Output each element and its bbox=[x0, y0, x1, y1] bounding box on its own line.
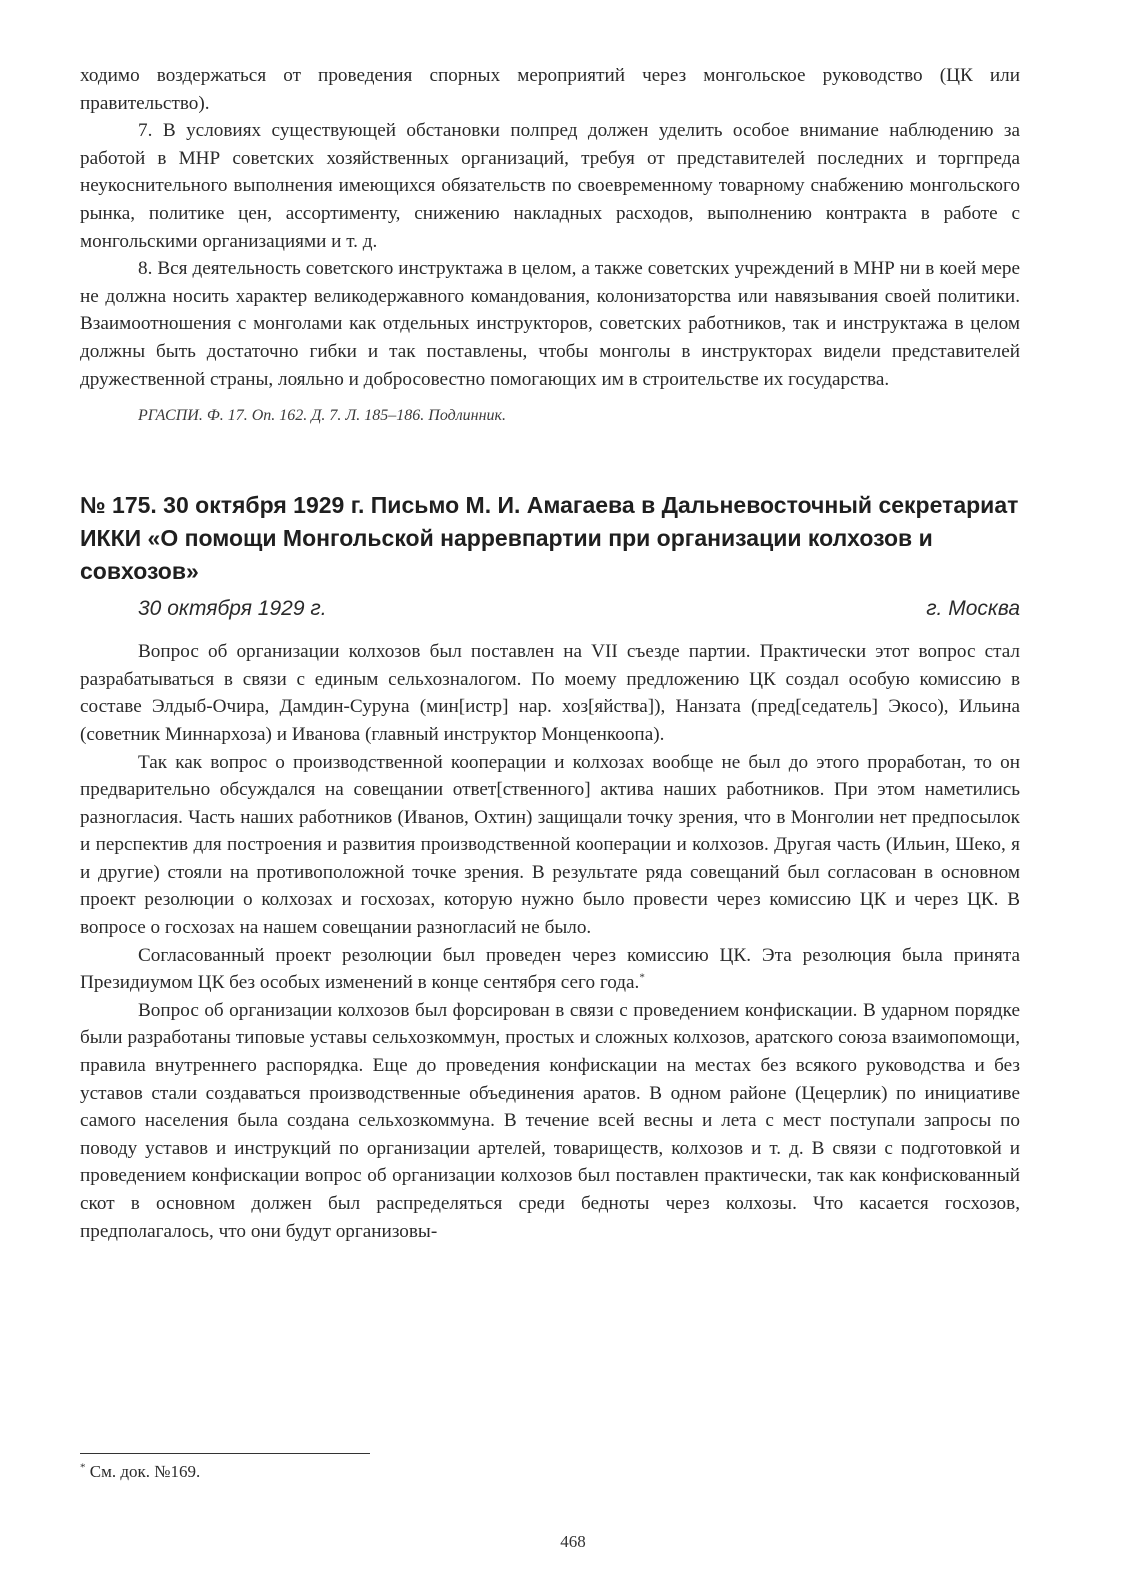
archive-source-citation: РГАСПИ. Ф. 17. Оп. 162. Д. 7. Л. 185–186. Подлинник. bbox=[138, 407, 507, 425]
document-date: 30 октября 1929 г. bbox=[138, 597, 327, 621]
letter-paragraph-3 bbox=[80, 942, 1020, 997]
paragraph-continuation: ходимо воздержаться от проведения спорных мероприятий через монгольское руководство (ЦК или правительство). bbox=[80, 65, 1020, 114]
footnote-mark: * bbox=[80, 1461, 86, 1474]
letter-paragraph-3-text: Согласованный проект резолюции был проведен через комиссию ЦК. Эта резолюция была принята Президиумом ЦК без особых изменений в конце сентября сего года. bbox=[80, 944, 1020, 994]
page-number: 468 bbox=[560, 1532, 586, 1551]
document-place: г. Москва bbox=[926, 597, 1020, 621]
page-body bbox=[80, 62, 1020, 1245]
letter-paragraph-2: Так как вопрос о производственной кооперации и колхозах вообще не был до этого проработан, то он предварительно обсуждался на совещании ответ[ственного] актива наших работников. При этом наметились разногласия. Часть наших работников (Иванов, Охтин) защищали точку зрения, что в Монголии нет предпосылок и перспектив для построения и развития производственной кооперации и колхозов. Другая часть (Ильин, Шеко, я и другие) стояли на противоположной точке зрения. В результате ряда совещаний был согласован в основном проект резолюции о колхозах и госхозах, которую нужно было провести через комиссию ЦК и через ЦК. В вопросе о госхозах на нашем совещании разногласий не было. bbox=[80, 751, 1020, 939]
letter-paragraph-4: Вопрос об организации колхозов был форсирован в связи с проведением конфискации. В ударном порядке были разработаны типовые уставы сельхозкоммун, простых и сложных колхозов, аратского союза взаимопомощи, правила внутреннего распорядка. Еще до проведения конфискации на местах без всякого руководства и без уставов стали создаваться производственные объединения аратов. В одном районе (Цецерлик) по инициативе самого населения была создана сельхозкоммуна. В течение всей весны и лета с мест поступали запросы по поводу уставов и инструкций по организации артелей, товариществ, колхозов и т. д. В связи с подготовкой и проведением конфискации вопрос об организации колхозов был поставлен практически, так как конфискованный скот в основном должен был распределяться среди бедноты через колхозы. Что касается госхозов, предполагалось, что они будут организовы- bbox=[80, 999, 1020, 1242]
footnote bbox=[80, 1460, 200, 1484]
footnote-text: См. док. №169. bbox=[85, 1462, 201, 1481]
footnote-divider bbox=[80, 1453, 370, 1454]
letter-paragraph-1: Вопрос об организации колхозов был поставлен на VII съезде партии. Практически этот вопрос стал разрабатываться в связи с единым сельхозналогом. По моему предложению ЦК создал особую комиссию в составе Элдыб-Очира, Дамдин-Суруна (мин[истр] нар. хоз[яйства]), Нанзата (пред[седатель] Экосо), Ильина (советник Миннархоза) и Иванова (главный инструктор Монценкоопа). bbox=[80, 641, 1020, 745]
document-title: № 175. 30 октября 1929 г. Письмо М. И. Амагаева в Дальневосточный секретариат ИККИ «О помощи Монгольской нарревпартии при организации колхозов и совхозов» bbox=[80, 492, 1019, 585]
dateline bbox=[138, 594, 1020, 624]
paragraph-item-8: 8. Вся деятельность советского инструктажа в целом, а также советских учреждений в МНР ни в коей мере не должна носить характер великодержавного командования, колонизаторства или навязывания своей политики. Взаимоотношения с монголами как отдельных инструкторов, советских работников, так и инструктажа в целом должны быть достаточно гибки и так поставлены, чтобы монголы в инструкторах видели представителей дружественной страны, лояльно и добросовестно помогающих им в строительстве их государства. bbox=[80, 258, 1020, 390]
paragraph-item-7: 7. В условиях существующей обстановки полпред должен уделить особое внимание наблюдению за работой в МНР советских хозяйственных организаций, требуя от представителей последних и торгпреда неукоснительного выполнения имеющихся обязательств по своевременному товарному снабжению монгольского рынка, политике цен, ассортименту, снижению накладных расходов, выполнению контракта в работе с монгольскими организациями и т. д. bbox=[80, 120, 1020, 252]
footnote-reference-mark: * bbox=[639, 971, 645, 984]
